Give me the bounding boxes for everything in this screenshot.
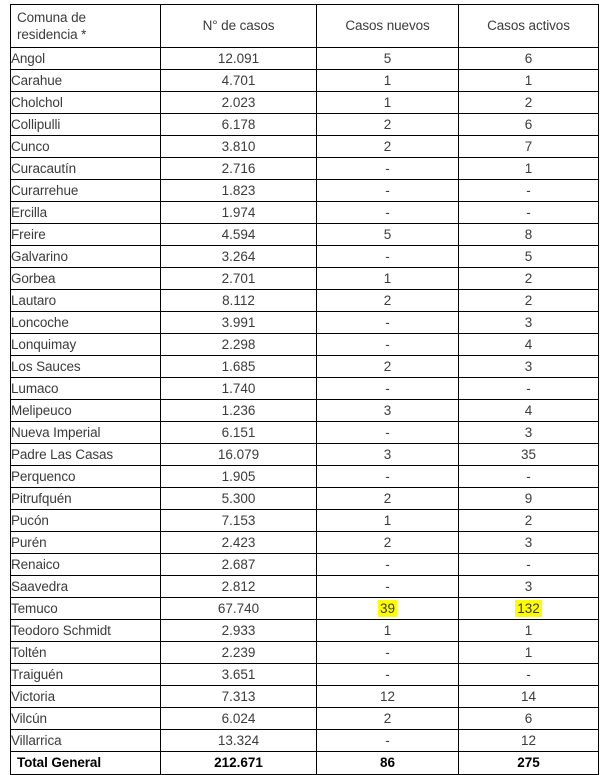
cell-comuna: Cholchol	[11, 92, 161, 114]
cell-casos: 3.991	[161, 312, 317, 334]
cell-casos-activos: 9	[459, 488, 599, 510]
table-row	[11, 114, 599, 136]
table-header	[11, 5, 599, 48]
cell-casos: 6.178	[161, 114, 317, 136]
table-row	[11, 488, 599, 510]
cell-casos-nuevos: -	[317, 422, 459, 444]
cell-casos-activos: 2	[459, 92, 599, 114]
cell-comuna: Melipeuco	[11, 400, 161, 422]
table-row	[11, 444, 599, 466]
cell-casos-activos: 7	[459, 136, 599, 158]
cell-casos-activos: 3	[459, 422, 599, 444]
header-row	[11, 5, 599, 48]
cell-casos: 2.423	[161, 532, 317, 554]
cell-casos: 1.974	[161, 202, 317, 224]
cell-comuna: Galvarino	[11, 246, 161, 268]
cell-comuna: Padre Las Casas	[11, 444, 161, 466]
cell-casos-nuevos: 1	[317, 70, 459, 92]
cell-casos-activos: 4	[459, 400, 599, 422]
cell-comuna: Vilcún	[11, 708, 161, 730]
table-row	[11, 554, 599, 576]
cell-casos-activos: -	[459, 554, 599, 576]
cell-casos-nuevos: 2	[317, 356, 459, 378]
table-row	[11, 664, 599, 686]
cell-casos-nuevos: 1	[317, 92, 459, 114]
column-header-comuna-line1: Comuna de	[17, 10, 86, 25]
cell-comuna: Collipulli	[11, 114, 161, 136]
cell-casos: 3.264	[161, 246, 317, 268]
cell-casos-activos: 14	[459, 686, 599, 708]
table-row	[11, 466, 599, 488]
cell-comuna: Lonquimay	[11, 334, 161, 356]
cell-casos: 2.023	[161, 92, 317, 114]
cell-comuna: Perquenco	[11, 466, 161, 488]
cases-by-commune-table	[10, 4, 599, 775]
cell-casos: 6.024	[161, 708, 317, 730]
cell-casos-nuevos	[317, 598, 459, 620]
column-header-casos-activos: Casos activos	[459, 5, 599, 48]
cell-casos: 16.079	[161, 444, 317, 466]
cell-comuna: Cunco	[11, 136, 161, 158]
table-row	[11, 268, 599, 290]
cell-casos-activos: -	[459, 180, 599, 202]
total-casos-nuevos: 86	[317, 752, 459, 775]
cell-casos-activos: 8	[459, 224, 599, 246]
table-row	[11, 400, 599, 422]
cell-casos: 5.300	[161, 488, 317, 510]
cell-casos-nuevos: -	[317, 466, 459, 488]
cell-casos: 2.298	[161, 334, 317, 356]
cell-comuna: Ercilla	[11, 202, 161, 224]
cell-casos-activos: -	[459, 664, 599, 686]
cell-casos-activos: 1	[459, 158, 599, 180]
cell-comuna: Pucón	[11, 510, 161, 532]
cell-comuna: Teodoro Schmidt	[11, 620, 161, 642]
cell-casos-nuevos: 1	[317, 268, 459, 290]
table-row	[11, 224, 599, 246]
cell-comuna: Curacautín	[11, 158, 161, 180]
cell-casos: 2.716	[161, 158, 317, 180]
table-row	[11, 180, 599, 202]
cell-casos: 4.594	[161, 224, 317, 246]
cell-casos: 1.236	[161, 400, 317, 422]
cell-casos-activos: 1	[459, 70, 599, 92]
cell-casos-nuevos: -	[317, 158, 459, 180]
cell-comuna: Lautaro	[11, 290, 161, 312]
cell-casos-nuevos: 2	[317, 532, 459, 554]
highlighted-value: 132	[517, 600, 540, 616]
cell-comuna: Temuco	[11, 598, 161, 620]
cell-casos-nuevos: -	[317, 576, 459, 598]
cell-casos-nuevos: 2	[317, 290, 459, 312]
cell-casos: 1.905	[161, 466, 317, 488]
table-row	[11, 48, 599, 70]
table-row	[11, 312, 599, 334]
table-row	[11, 532, 599, 554]
cell-casos-nuevos: -	[317, 202, 459, 224]
cell-casos-nuevos: 2	[317, 488, 459, 510]
cell-casos-activos: -	[459, 466, 599, 488]
cell-comuna: Freire	[11, 224, 161, 246]
cell-casos: 1.685	[161, 356, 317, 378]
total-casos-activos: 275	[459, 752, 599, 775]
cell-casos-nuevos: -	[317, 642, 459, 664]
table-row	[11, 510, 599, 532]
cell-casos-activos: 35	[459, 444, 599, 466]
cell-casos: 1.740	[161, 378, 317, 400]
table-row	[11, 202, 599, 224]
cell-casos: 67.740	[161, 598, 317, 620]
cell-casos-activos: 5	[459, 246, 599, 268]
cell-comuna: Lumaco	[11, 378, 161, 400]
cell-casos: 2.812	[161, 576, 317, 598]
cell-casos: 8.112	[161, 290, 317, 312]
cell-casos-activos: 3	[459, 356, 599, 378]
cell-casos-activos: 6	[459, 708, 599, 730]
table-row	[11, 576, 599, 598]
cell-casos-nuevos: 5	[317, 224, 459, 246]
cell-casos-activos: 12	[459, 730, 599, 752]
cell-casos: 13.324	[161, 730, 317, 752]
cell-casos: 2.701	[161, 268, 317, 290]
cell-casos: 12.091	[161, 48, 317, 70]
cell-casos-nuevos: -	[317, 246, 459, 268]
table-row	[11, 136, 599, 158]
table-row	[11, 334, 599, 356]
cell-casos-nuevos: 1	[317, 620, 459, 642]
cell-comuna: Renaico	[11, 554, 161, 576]
cell-casos: 6.151	[161, 422, 317, 444]
table-row	[11, 356, 599, 378]
table-row	[11, 598, 599, 620]
cell-casos-activos: 3	[459, 576, 599, 598]
cell-casos-activos: 1	[459, 642, 599, 664]
cell-casos: 3.810	[161, 136, 317, 158]
table-row	[11, 246, 599, 268]
table-row	[11, 686, 599, 708]
cell-casos-nuevos: -	[317, 312, 459, 334]
cell-casos: 2.687	[161, 554, 317, 576]
cell-comuna: Loncoche	[11, 312, 161, 334]
cell-casos-activos: 2	[459, 510, 599, 532]
total-label: Total General	[11, 752, 161, 775]
cell-casos-nuevos: 1	[317, 510, 459, 532]
cell-casos: 3.651	[161, 664, 317, 686]
cell-casos-activos: -	[459, 202, 599, 224]
cell-comuna: Carahue	[11, 70, 161, 92]
table-body	[11, 48, 599, 775]
cell-comuna: Purén	[11, 532, 161, 554]
table-row	[11, 290, 599, 312]
cell-casos-nuevos: 5	[317, 48, 459, 70]
cell-casos-nuevos: 2	[317, 136, 459, 158]
cell-casos-nuevos: 12	[317, 686, 459, 708]
cell-casos-activos: 3	[459, 532, 599, 554]
cell-casos: 2.933	[161, 620, 317, 642]
cell-casos-activos: -	[459, 378, 599, 400]
cell-casos-nuevos: -	[317, 730, 459, 752]
column-header-comuna-line2: residencia *	[17, 27, 87, 42]
table-row	[11, 642, 599, 664]
cell-comuna: Villarrica	[11, 730, 161, 752]
cell-casos: 4.701	[161, 70, 317, 92]
cell-casos: 7.313	[161, 686, 317, 708]
column-header-comuna	[11, 5, 161, 48]
cell-comuna: Traiguén	[11, 664, 161, 686]
cell-casos-nuevos: -	[317, 180, 459, 202]
table-row	[11, 70, 599, 92]
cell-casos-activos: 3	[459, 312, 599, 334]
cell-casos-nuevos: 2	[317, 114, 459, 136]
cell-casos-nuevos: 3	[317, 400, 459, 422]
table-row	[11, 92, 599, 114]
table-row	[11, 422, 599, 444]
cell-casos-activos	[459, 598, 599, 620]
cell-casos-activos: 6	[459, 48, 599, 70]
cell-comuna: Pitrufquén	[11, 488, 161, 510]
table-row	[11, 708, 599, 730]
cell-comuna: Nueva Imperial	[11, 422, 161, 444]
cell-casos-nuevos: -	[317, 378, 459, 400]
column-header-casos-nuevos: Casos nuevos	[317, 5, 459, 48]
cell-casos-activos: 6	[459, 114, 599, 136]
total-casos: 212.671	[161, 752, 317, 775]
cell-comuna: Toltén	[11, 642, 161, 664]
cell-comuna: Angol	[11, 48, 161, 70]
table-row	[11, 378, 599, 400]
highlighted-value: 39	[379, 600, 396, 616]
table-row	[11, 620, 599, 642]
cases-table-container	[10, 4, 598, 775]
cell-casos: 1.823	[161, 180, 317, 202]
cell-casos: 7.153	[161, 510, 317, 532]
cell-casos-activos: 4	[459, 334, 599, 356]
cell-casos-nuevos: -	[317, 554, 459, 576]
cell-casos-activos: 2	[459, 268, 599, 290]
cell-casos: 2.239	[161, 642, 317, 664]
cell-casos-nuevos: -	[317, 334, 459, 356]
cell-casos-nuevos: 2	[317, 708, 459, 730]
cell-casos-activos: 1	[459, 620, 599, 642]
cell-comuna: Saavedra	[11, 576, 161, 598]
table-row	[11, 730, 599, 752]
cell-casos-nuevos: 3	[317, 444, 459, 466]
table-row	[11, 158, 599, 180]
cell-comuna: Gorbea	[11, 268, 161, 290]
cell-comuna: Victoria	[11, 686, 161, 708]
cell-casos-activos: 2	[459, 290, 599, 312]
column-header-casos: N° de casos	[161, 5, 317, 48]
cell-comuna: Curarrehue	[11, 180, 161, 202]
cell-comuna: Los Sauces	[11, 356, 161, 378]
total-row	[11, 752, 599, 775]
cell-casos-nuevos: -	[317, 664, 459, 686]
